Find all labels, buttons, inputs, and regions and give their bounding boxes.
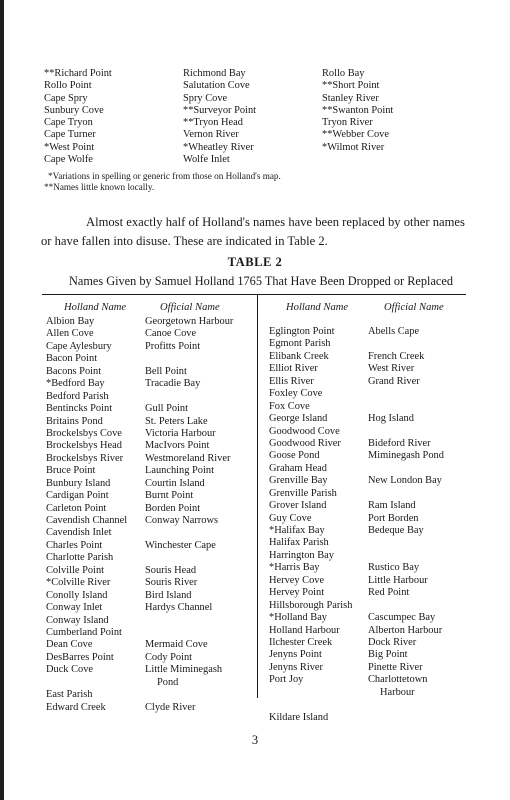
list-item: Winchester Cape (145, 539, 216, 551)
list-item: Rollo Point (44, 80, 92, 92)
list-item: Egmont Parish (269, 338, 331, 350)
list-item: Albion Bay (46, 316, 95, 327)
list-item: Ellis River (269, 375, 314, 387)
list-item: Spry Cove (183, 92, 228, 104)
list-item: Vernon River (183, 129, 239, 141)
list-item: DesBarres Point (46, 651, 114, 663)
list-item: Pinette River (368, 661, 423, 673)
list-item: West River (368, 363, 415, 375)
list-item: Holland Harbour (269, 624, 340, 636)
list-item: Cape Spry (44, 92, 88, 104)
column-right-official (368, 326, 444, 724)
list-item: Canoe Cove (145, 328, 197, 340)
list-item: Port Joy (269, 674, 304, 686)
table-subtitle: Names Given by Samuel Holland 1765 That Have Been Dropped or Replaced (69, 274, 453, 288)
list-item: Borden Point (145, 502, 201, 514)
list-item: Hillsborough Parish (269, 599, 353, 611)
list-item: Jenyns River (269, 661, 323, 673)
list-item: Mermaid Cove (145, 639, 208, 651)
list-item: *Holland Bay (269, 612, 328, 624)
list-item: Cavendish Inlet (46, 527, 112, 539)
list-item: Abells Cape (368, 326, 420, 337)
list-item: Goose Pond (269, 450, 320, 462)
list-item: Bacons Point (46, 365, 102, 377)
list-item: Little Harbour (368, 574, 428, 586)
list-item: Courtin Island (145, 477, 205, 489)
list-item: Rollo Bay (322, 68, 365, 79)
list-item: Souris Head (145, 564, 197, 576)
list-item: Wolfe Inlet (183, 154, 230, 166)
list-item: *West Point (44, 141, 95, 153)
list-item: Rustico Bay (368, 562, 420, 574)
table-top-rule (42, 294, 466, 295)
list-item: St. Peters Lake (145, 415, 208, 427)
list-item (145, 627, 233, 639)
scan-left-edge (0, 0, 4, 800)
list-item (269, 699, 352, 711)
list-item: Goodwood River (269, 437, 341, 449)
list-item: **Surveyor Point (183, 104, 257, 116)
column-left-official (145, 316, 233, 714)
column-left-holland (46, 316, 127, 714)
list-item (145, 615, 233, 627)
list-item (368, 488, 444, 500)
list-item: Bedeque Bay (368, 525, 424, 536)
list-item: Cape Turner (44, 129, 96, 141)
list-item: Bentincks Point (46, 403, 113, 415)
list-item: Hardys Channel (145, 602, 213, 614)
list-item: Conway Narrows (145, 515, 219, 526)
list-item: Brockelsbys Head (46, 440, 122, 452)
list-item: Conolly Island (46, 589, 108, 601)
paragraph-line-2: or have fallen into disuse. These are indicated in Table 2. (41, 234, 328, 248)
list-item: Duck Cove (46, 664, 94, 676)
list-item: Colville Point (46, 564, 105, 576)
list-item: Harbour (380, 686, 415, 698)
list-item (145, 353, 233, 365)
list-item: **Tryon Head (183, 117, 243, 129)
list-item (145, 689, 233, 701)
list-item: Dock River (368, 636, 417, 648)
list-item (368, 699, 444, 711)
list-item: Pond (157, 676, 179, 688)
list-item: Conway Island (46, 614, 109, 626)
list-item: George Island (269, 413, 328, 425)
list-item: *Wilmot River (322, 141, 385, 153)
list-item (368, 401, 444, 413)
list-item: Port Borden (368, 512, 419, 524)
list-item (368, 712, 444, 724)
list-item: Bedford Parish (46, 390, 109, 402)
list-item: Guy Cove (269, 512, 312, 524)
list-item: Charlotte Parish (46, 552, 114, 564)
list-item: Cascumpec Bay (368, 612, 436, 624)
list-item (46, 677, 127, 689)
list-item: Dean Cove (46, 639, 93, 651)
list-item: MacIvors Point (145, 440, 210, 452)
list-item: Ilchester Creek (269, 636, 333, 648)
list-item: French Creek (368, 350, 425, 362)
list-item: Cape Tryon (44, 117, 93, 129)
list-item: Cavendish Channel (46, 515, 128, 526)
list-item: Graham Head (269, 462, 327, 474)
list-item: Halifax Parish (269, 537, 329, 549)
list-item: Carleton Point (46, 502, 107, 514)
top-list-col-3 (322, 68, 393, 154)
list-item: Cardigan Point (46, 490, 109, 502)
list-item: Hog Island (368, 413, 414, 425)
list-item: Elibank Creek (269, 350, 329, 362)
list-item: Cody Point (145, 651, 193, 663)
column-right-holland (269, 326, 352, 724)
list-item (368, 600, 444, 612)
list-item: Ram Island (368, 500, 416, 512)
list-item (368, 426, 444, 438)
list-item: *Colville River (46, 577, 111, 589)
list-item: *Halifax Bay (269, 525, 325, 536)
list-item: Westmoreland River (145, 452, 231, 464)
list-item: Brockelsbys Cove (46, 427, 122, 439)
list-item (368, 537, 444, 549)
list-item: Stanley River (322, 92, 379, 104)
list-item: Charles Point (46, 539, 103, 551)
list-item: Tracadie Bay (145, 378, 201, 390)
list-item: Britains Pond (46, 415, 103, 427)
top-list-col-1 (44, 68, 112, 166)
list-item: Edward Creek (46, 701, 106, 713)
list-item: Salutation Cove (183, 80, 250, 92)
list-item: Kildare Island (269, 711, 329, 723)
header-holland-name-right: Holland Name (286, 302, 349, 313)
list-item: Brockelsbys River (46, 452, 124, 464)
list-item: Clyde River (145, 701, 196, 713)
list-item: Tryon River (322, 117, 373, 129)
list-item: Georgetown Harbour (145, 316, 234, 327)
list-item: Grover Island (269, 500, 327, 512)
list-item: Goodwood Cove (269, 425, 340, 437)
list-item: **Webber Cove (322, 129, 389, 141)
list-item: Cape Aylesbury (46, 340, 112, 352)
list-item: Victoria Harbour (145, 427, 216, 439)
list-item: Gull Point (145, 403, 189, 415)
list-item: Bunbury Island (46, 477, 111, 489)
list-item: **Swanton Point (322, 104, 394, 116)
list-item: New London Bay (368, 475, 442, 487)
list-item: Jenyns Point (269, 649, 322, 661)
list-item: Hervey Cove (269, 574, 325, 586)
list-item: Sunbury Cove (44, 104, 104, 116)
list-item (368, 388, 444, 400)
list-item: Profitts Point (145, 340, 201, 352)
list-item: Grenville Bay (269, 475, 328, 487)
list-item: Allen Cove (46, 328, 94, 340)
list-item: Grenville Parish (269, 487, 337, 499)
list-item: Fox Cove (269, 400, 310, 412)
list-item: Grand River (368, 375, 420, 387)
list-item: *Harris Bay (269, 562, 320, 574)
paragraph-line-1: Almost exactly half of Holland's names have been replaced by other names (86, 215, 465, 229)
list-item: Foxley Cove (269, 388, 323, 400)
header-official-name-right: Official Name (384, 302, 444, 313)
list-item: Bell Point (145, 365, 187, 377)
list-item: Souris River (145, 577, 198, 589)
list-item: Conway Inlet (46, 602, 103, 614)
table-center-divider (257, 294, 258, 698)
page-number: 3 (251, 733, 259, 747)
list-item: Bideford River (368, 437, 431, 449)
list-item: Launching Point (145, 465, 214, 477)
list-item: Cape Wolfe (44, 154, 93, 166)
list-item: Eglington Point (269, 326, 335, 337)
list-item: Miminegash Pond (368, 450, 444, 462)
list-item: Cumberland Point (46, 626, 122, 638)
list-item: **Short Point (322, 80, 380, 92)
list-item: Elliot River (269, 363, 318, 375)
list-item (368, 550, 444, 562)
list-item: Richmond Bay (183, 68, 246, 79)
list-item: Red Point (368, 587, 410, 599)
list-item: Little Miminegash (145, 664, 223, 676)
list-item: East Parish (46, 689, 93, 701)
top-list-col-2 (183, 68, 256, 166)
footnote-variations: *Variations in spelling or generic from those on Holland's map. (48, 171, 281, 181)
list-item: *Wheatley River (183, 141, 254, 153)
header-holland-name-left: Holland Name (64, 302, 127, 313)
list-item: Hervey Point (269, 587, 325, 599)
footnote-little-known: **Names little known locally. (44, 182, 155, 192)
list-item (269, 687, 352, 699)
list-item (145, 552, 233, 564)
list-item: *Bedford Bay (46, 378, 105, 390)
list-item (368, 338, 444, 350)
list-item: Bruce Point (46, 465, 96, 477)
table-title: TABLE 2 (227, 255, 283, 269)
list-item: Charlottetown (368, 674, 428, 686)
list-item (368, 463, 444, 475)
list-item: Bird Island (145, 589, 192, 601)
list-item: Harrington Bay (269, 549, 334, 561)
list-item (145, 527, 233, 539)
list-item: Bacon Point (46, 353, 98, 365)
list-item (145, 391, 233, 403)
list-item: Burnt Point (145, 490, 194, 502)
list-item: Big Point (368, 649, 408, 661)
list-item: **Richard Point (44, 68, 112, 79)
header-official-name-left: Official Name (160, 302, 220, 313)
list-item: Alberton Harbour (368, 624, 443, 636)
